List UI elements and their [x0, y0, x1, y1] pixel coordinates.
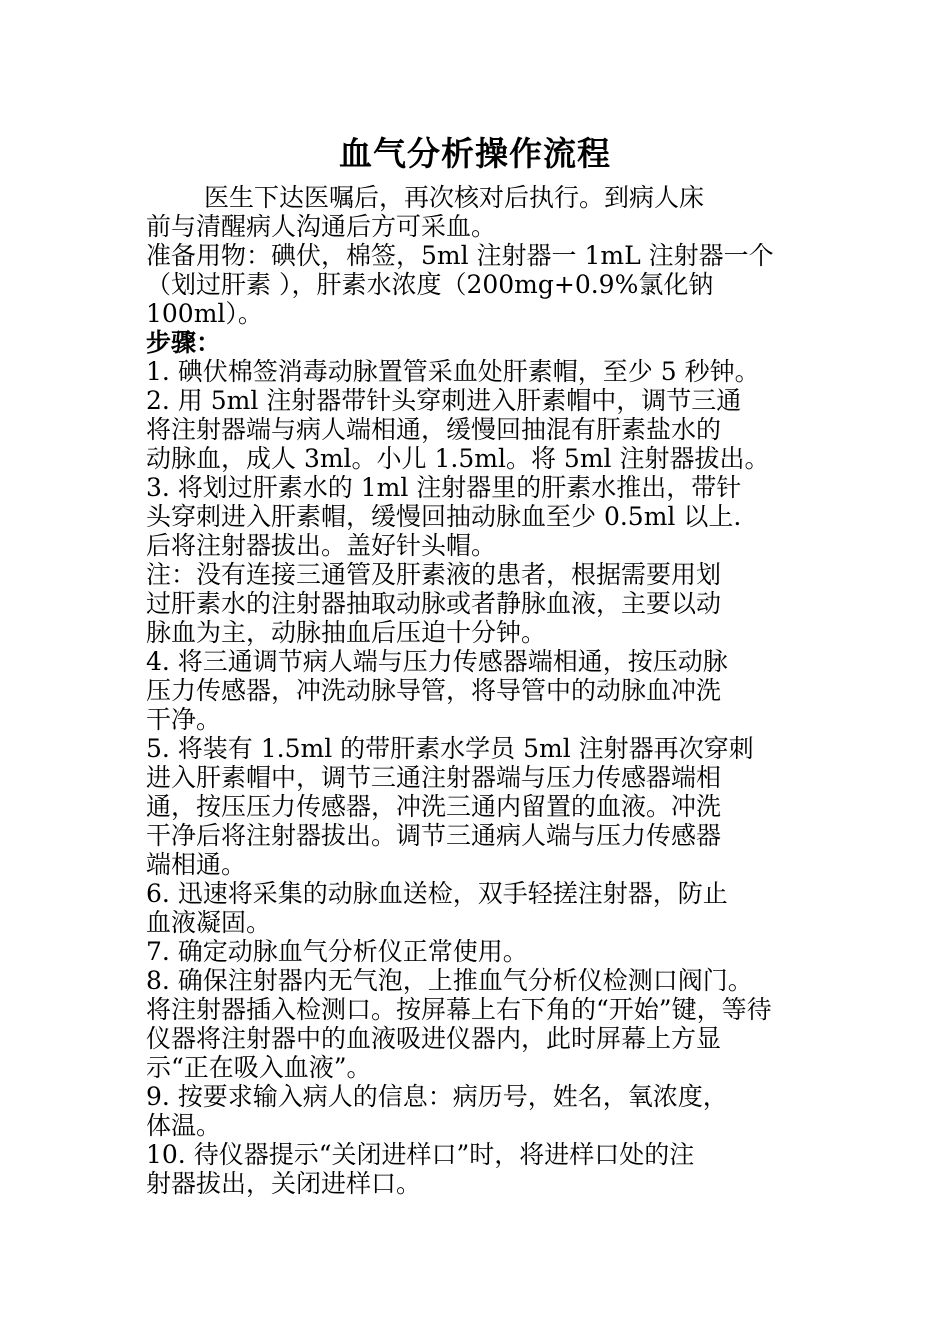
body-text-line: 示“正在吸入血液”。 — [146, 1053, 372, 1082]
body-text-line: 100ml）。 — [146, 299, 263, 328]
body-text-line: 后将注射器拔出。盖好针头帽。 — [146, 531, 497, 560]
body-text-line: 将注射器插入检测口。按屏幕上右下角的“开始”键，等待 — [146, 995, 772, 1024]
section-heading: 步骤： — [146, 328, 222, 357]
body-text-line: 准备用物：碘伏，棉签，5ml 注射器一 1mL 注射器一个 — [146, 241, 774, 270]
body-text-line: 干净。 — [146, 705, 222, 734]
body-text-line: 9. 按要求输入病人的信息：病历号，姓名，氧浓度， — [146, 1082, 728, 1111]
body-text-line: 仪器将注射器中的血液吸进仪器内，此时屏幕上方显 — [146, 1024, 722, 1053]
body-text-line: 通，按压压力传感器，冲洗三通内留置的血液。冲洗 — [146, 792, 722, 821]
body-text-line: 前与清醒病人沟通后方可采血。 — [146, 212, 497, 241]
body-text-line: 脉血为主，动脉抽血后压迫十分钟。 — [146, 618, 547, 647]
body-text-line: 将注射器端与病人端相通，缓慢回抽混有肝素盐水的 — [146, 415, 722, 444]
document-title: 血气分析操作流程 — [339, 134, 611, 173]
body-text-line: 10. 待仪器提示“关闭进样口”时，将进样口处的注 — [146, 1140, 695, 1169]
body-text-line: 干净后将注射器拔出。调节三通病人端与压力传感器 — [146, 821, 722, 850]
body-text-line: 端相通。 — [146, 850, 247, 879]
body-text-line: 压力传感器，冲洗动脉导管，将导管中的动脉血冲洗 — [146, 676, 722, 705]
body-text-line: 动脉血，成人 3ml。小儿 1.5ml。将 5ml 注射器拔出。 — [146, 444, 770, 473]
body-text-line: 8. 确保注射器内无气泡，上推血气分析仪检测口阀门。 — [146, 966, 753, 995]
body-text-line: 2. 用 5ml 注射器带针头穿刺进入肝素帽中，调节三通 — [146, 386, 742, 415]
body-text-line: 3. 将划过肝素水的 1ml 注射器里的肝素水推出，带针 — [146, 473, 742, 502]
body-text-line: 5. 将装有 1.5ml 的带肝素水学员 5ml 注射器再次穿刺 — [146, 734, 754, 763]
body-text-line: 1. 碘伏棉签消毒动脉置管采血处肝素帽，至少 5 秒钟。 — [146, 357, 760, 386]
body-text-line: （划过肝素 ），肝素水浓度（200mg+0.9%氯化钠 — [146, 270, 714, 299]
document-body — [146, 183, 826, 1198]
body-text-line: 射器拔出，关闭进样口。 — [146, 1169, 422, 1198]
body-text-line: 头穿刺进入肝素帽，缓慢回抽动脉血至少 0.5ml 以上. — [146, 502, 742, 531]
body-text-line: 医生下达医嘱后，再次核对后执行。到病人床 — [204, 183, 705, 212]
body-text-line: 体温。 — [146, 1111, 222, 1140]
body-text-line: 6. 迅速将采集的动脉血送检，双手轻搓注射器，防止 — [146, 879, 728, 908]
body-text-line: 过肝素水的注射器抽取动脉或者静脉血液，主要以动 — [146, 589, 722, 618]
body-text-line: 4. 将三通调节病人端与压力传感器端相通，按压动脉 — [146, 647, 728, 676]
body-text-line: 进入肝素帽中，调节三通注射器端与压力传感器端相 — [146, 763, 722, 792]
body-text-line: 7. 确定动脉血气分析仪正常使用。 — [146, 937, 528, 966]
body-text-line: 血液凝固。 — [146, 908, 272, 937]
body-text-line: 注：没有连接三通管及肝素液的患者，根据需要用划 — [146, 560, 722, 589]
